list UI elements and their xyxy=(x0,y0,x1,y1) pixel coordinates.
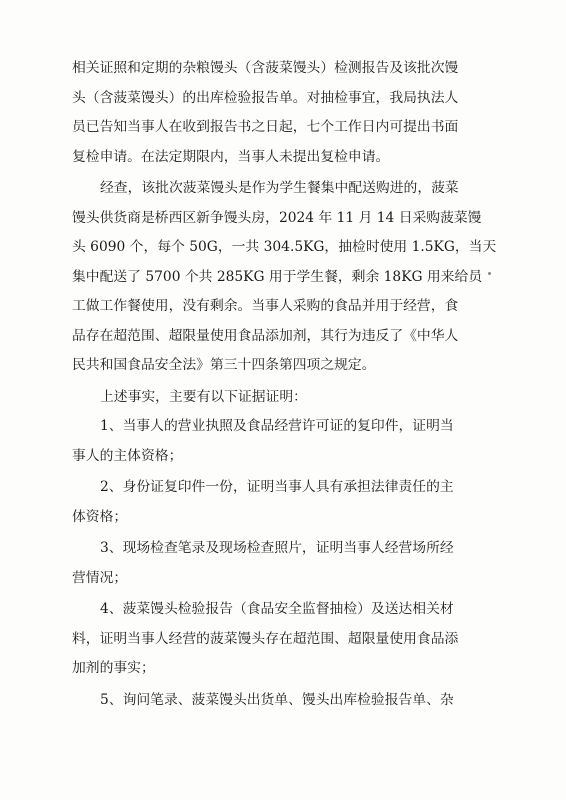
paragraph-intro xyxy=(72,54,492,172)
scan-speck xyxy=(488,272,491,275)
text-line: 员已告知当事人在收到报告书之日起，七个工作日内可提出书面 xyxy=(72,119,459,135)
paragraph-evidence-5 xyxy=(72,686,492,716)
text-line: 馒头供货商是桥西区新争馒头房，2024 年 11 月 14 日采购菠菜馒 xyxy=(72,209,482,226)
text-line: 上述事实，主要有以下证据证明： xyxy=(100,388,307,405)
text-line: 品存在超范围、超限量使用食品添加剂，其行为违反了《中华人 xyxy=(72,327,459,344)
text-line: 加剂的事实； xyxy=(72,660,155,676)
text-line: 民共和国食品安全法》第三十四条第四项之规定。 xyxy=(72,357,376,373)
paragraph-evidence-4 xyxy=(72,595,492,684)
text-line: 营情况； xyxy=(72,569,128,586)
text-line: 料，证明当事人经营的菠菜馒头存在超范围、超限量使用食品添 xyxy=(72,630,459,647)
paragraph-evidence-1 xyxy=(72,412,492,471)
text-line: 复检申请。在法定期限内，当事人未提出复检申请。 xyxy=(72,148,390,165)
text-line: 工做工作餐使用，没有剩余。当事人采购的食品并用于经营，食 xyxy=(72,298,459,314)
document-body xyxy=(72,54,497,715)
text-line: 集中配送了 5700 个共 285KG 用于学生餐，剩余 18KG 用来给员 xyxy=(72,268,483,285)
text-line: 事人的主体资格； xyxy=(72,447,183,464)
paragraph-investigation xyxy=(72,174,497,381)
text-line: 经查，该批次菠菜馒头是作为学生餐集中配送购进的，菠菜 xyxy=(100,180,459,196)
text-line: 相关证照和定期的杂粮馒头（含菠菜馒头）检测报告及该批次馒 xyxy=(72,60,459,76)
text-line: 3、现场检查笔录及现场检查照片，证明当事人经营场所经 xyxy=(100,540,454,556)
text-line: 头（含菠菜馒头）的出库检验报告单。对抽检事宜，我局执法人 xyxy=(72,89,459,106)
text-line: 1、当事人的营业执照及食品经营许可证的复印件，证明当 xyxy=(100,418,454,434)
text-line: 2、身份证复印件一份，证明当事人具有承担法律责任的主 xyxy=(100,479,454,495)
text-line: 头 6090 个，每个 50G，一共 304.5KG，抽检时使用 1.5KG，当天 xyxy=(72,239,497,255)
paragraph-evidence-3 xyxy=(72,534,492,593)
paragraph-evidence-2 xyxy=(72,473,492,532)
text-line: 5、询问笔录、菠菜馒头出货单、馒头出库检验报告单、杂 xyxy=(100,691,454,708)
text-line: 4、菠菜馒头检验报告（食品安全监督抽检）及送达相关材 xyxy=(100,601,454,617)
paragraph-evidence-intro xyxy=(72,383,492,413)
text-line: 体资格； xyxy=(72,508,128,525)
